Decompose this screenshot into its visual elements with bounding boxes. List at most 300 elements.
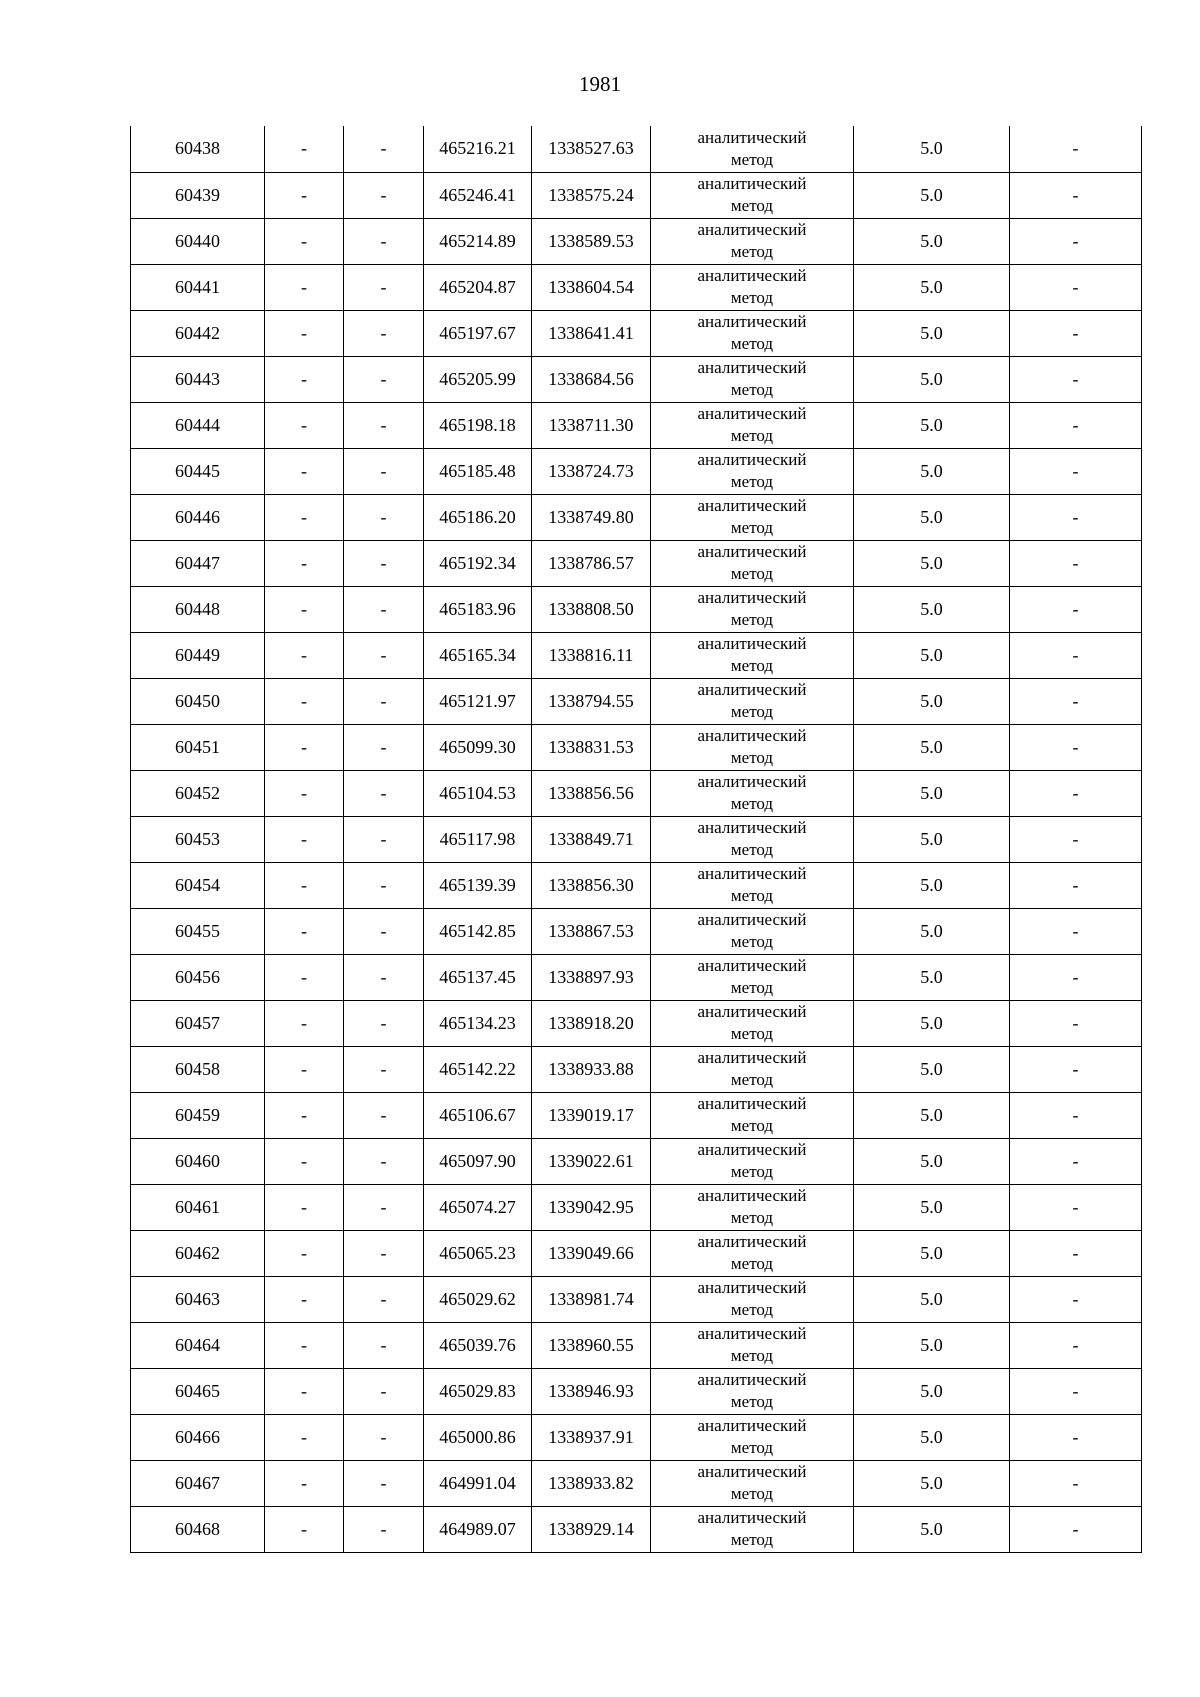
point-number-cell: 60439: [131, 172, 265, 218]
point-number-cell: 60462: [131, 1230, 265, 1276]
dash-cell: -: [265, 1506, 344, 1552]
y-coordinate-cell: 1339049.66: [532, 1230, 651, 1276]
y-coordinate-cell: 1338981.74: [532, 1276, 651, 1322]
y-coordinate-cell: 1338724.73: [532, 448, 651, 494]
method-cell: [651, 402, 854, 448]
table-row: [131, 494, 1142, 540]
accuracy-value-cell: 5.0: [854, 310, 1010, 356]
accuracy-value-cell: 5.0: [854, 816, 1010, 862]
accuracy-value-cell: 5.0: [854, 724, 1010, 770]
dash-cell: -: [265, 632, 344, 678]
method-line-2: метод: [730, 149, 774, 169]
dash-cell: -: [1010, 724, 1142, 770]
accuracy-value-cell: 5.0: [854, 1460, 1010, 1506]
dash-cell: -: [344, 908, 424, 954]
method-line-2: метод: [730, 1254, 774, 1273]
dash-cell: -: [265, 770, 344, 816]
accuracy-value-cell: 5.0: [854, 770, 1010, 816]
dash-cell: -: [1010, 126, 1142, 172]
method-line-2: метод: [730, 564, 774, 583]
accuracy-value-cell: 5.0: [854, 1046, 1010, 1092]
method-line-2: метод: [730, 748, 774, 767]
point-number-cell: 60443: [131, 356, 265, 402]
table-row: [131, 310, 1142, 356]
x-coordinate-cell: 465198.18: [424, 402, 532, 448]
y-coordinate-cell: 1338849.71: [532, 816, 651, 862]
method-cell: [651, 1460, 854, 1506]
table-row: [131, 448, 1142, 494]
page-number: 1981: [579, 72, 621, 96]
y-coordinate-cell: 1338933.82: [532, 1460, 651, 1506]
accuracy-value-cell: 5.0: [854, 586, 1010, 632]
method-line-1: аналитический: [697, 680, 807, 699]
x-coordinate-cell: 465029.62: [424, 1276, 532, 1322]
y-coordinate-cell: 1338786.57: [532, 540, 651, 586]
dash-cell: -: [265, 1184, 344, 1230]
dash-cell: -: [344, 172, 424, 218]
table-row: [131, 1046, 1142, 1092]
x-coordinate-cell: 465134.23: [424, 1000, 532, 1046]
dash-cell: -: [1010, 540, 1142, 586]
method-line-1: аналитический: [697, 542, 807, 561]
dash-cell: -: [1010, 218, 1142, 264]
dash-cell: -: [265, 540, 344, 586]
x-coordinate-cell: 465192.34: [424, 540, 532, 586]
y-coordinate-cell: 1338897.93: [532, 954, 651, 1000]
point-number-cell: 60467: [131, 1460, 265, 1506]
method-line-1: аналитический: [697, 220, 807, 239]
method-cell: [651, 218, 854, 264]
table-row: [131, 172, 1142, 218]
point-number-cell: 60438: [131, 126, 265, 172]
dash-cell: -: [344, 816, 424, 862]
point-number-cell: 60453: [131, 816, 265, 862]
method-cell: [651, 954, 854, 1000]
table-row: [131, 1138, 1142, 1184]
method-line-1: аналитический: [697, 1416, 807, 1435]
dash-cell: -: [1010, 862, 1142, 908]
dash-cell: -: [344, 218, 424, 264]
method-cell: [651, 678, 854, 724]
accuracy-value-cell: 5.0: [854, 126, 1010, 172]
point-number-cell: 60452: [131, 770, 265, 816]
method-line-2: метод: [730, 1438, 774, 1457]
x-coordinate-cell: 465029.83: [424, 1368, 532, 1414]
dash-cell: -: [1010, 1460, 1142, 1506]
table-row: [131, 862, 1142, 908]
dash-cell: -: [344, 1506, 424, 1552]
method-line-2: метод: [730, 794, 774, 813]
table-row: [131, 586, 1142, 632]
dash-cell: -: [1010, 356, 1142, 402]
method-cell: [651, 1000, 854, 1046]
y-coordinate-cell: 1338946.93: [532, 1368, 651, 1414]
method-line-2: метод: [730, 1208, 774, 1227]
method-line-1: аналитический: [697, 634, 807, 653]
method-cell: [651, 172, 854, 218]
dash-cell: -: [265, 1322, 344, 1368]
dash-cell: -: [344, 1000, 424, 1046]
method-line-1: аналитический: [697, 1232, 807, 1251]
method-line-1: аналитический: [697, 1508, 807, 1527]
method-line-2: метод: [730, 242, 774, 261]
point-number-cell: 60463: [131, 1276, 265, 1322]
y-coordinate-cell: 1338641.41: [532, 310, 651, 356]
x-coordinate-cell: 465099.30: [424, 724, 532, 770]
dash-cell: -: [265, 218, 344, 264]
x-coordinate-cell: 465165.34: [424, 632, 532, 678]
point-number-cell: 60455: [131, 908, 265, 954]
method-cell: [651, 1368, 854, 1414]
point-number-cell: 60449: [131, 632, 265, 678]
accuracy-value-cell: 5.0: [854, 1138, 1010, 1184]
method-line-1: аналитический: [697, 1048, 807, 1067]
method-line-2: метод: [730, 840, 774, 859]
accuracy-value-cell: 5.0: [854, 1368, 1010, 1414]
method-cell: [651, 1506, 854, 1552]
method-cell: [651, 632, 854, 678]
dash-cell: -: [265, 356, 344, 402]
accuracy-value-cell: 5.0: [854, 540, 1010, 586]
coordinates-table: [130, 126, 1142, 1553]
dash-cell: -: [265, 1046, 344, 1092]
dash-cell: -: [1010, 310, 1142, 356]
accuracy-value-cell: 5.0: [854, 448, 1010, 494]
method-cell: [651, 1322, 854, 1368]
dash-cell: -: [1010, 1230, 1142, 1276]
method-line-1: аналитический: [697, 404, 807, 423]
method-cell: [651, 1138, 854, 1184]
method-cell: [651, 908, 854, 954]
table-row: [131, 1368, 1142, 1414]
x-coordinate-cell: 465121.97: [424, 678, 532, 724]
y-coordinate-cell: 1338575.24: [532, 172, 651, 218]
dash-cell: -: [1010, 908, 1142, 954]
dash-cell: -: [265, 494, 344, 540]
dash-cell: -: [265, 586, 344, 632]
y-coordinate-cell: 1339042.95: [532, 1184, 651, 1230]
accuracy-value-cell: 5.0: [854, 954, 1010, 1000]
dash-cell: -: [265, 954, 344, 1000]
dash-cell: -: [344, 356, 424, 402]
dash-cell: -: [265, 1276, 344, 1322]
point-number-cell: 60446: [131, 494, 265, 540]
method-cell: [651, 724, 854, 770]
dash-cell: -: [1010, 1000, 1142, 1046]
y-coordinate-cell: 1339022.61: [532, 1138, 651, 1184]
dash-cell: -: [344, 126, 424, 172]
table-row: [131, 1322, 1142, 1368]
method-cell: [651, 1276, 854, 1322]
point-number-cell: 60441: [131, 264, 265, 310]
x-coordinate-cell: 465185.48: [424, 448, 532, 494]
method-line-2: метод: [730, 196, 774, 215]
y-coordinate-cell: 1338937.91: [532, 1414, 651, 1460]
dash-cell: -: [344, 632, 424, 678]
dash-cell: -: [344, 494, 424, 540]
accuracy-value-cell: 5.0: [854, 1506, 1010, 1552]
y-coordinate-cell: 1338749.80: [532, 494, 651, 540]
point-number-cell: 60440: [131, 218, 265, 264]
y-coordinate-cell: 1338808.50: [532, 586, 651, 632]
x-coordinate-cell: 464991.04: [424, 1460, 532, 1506]
table-row: [131, 264, 1142, 310]
dash-cell: -: [265, 678, 344, 724]
dash-cell: -: [265, 724, 344, 770]
x-coordinate-cell: 465074.27: [424, 1184, 532, 1230]
dash-cell: -: [1010, 1276, 1142, 1322]
dash-cell: -: [344, 1322, 424, 1368]
y-coordinate-cell: 1339019.17: [532, 1092, 651, 1138]
x-coordinate-cell: 465186.20: [424, 494, 532, 540]
method-line-1: аналитический: [697, 496, 807, 515]
method-line-2: метод: [730, 426, 774, 445]
dash-cell: -: [1010, 1046, 1142, 1092]
dash-cell: -: [344, 264, 424, 310]
method-cell: [651, 494, 854, 540]
method-line-2: метод: [730, 1024, 774, 1043]
point-number-cell: 60448: [131, 586, 265, 632]
table-row: [131, 1184, 1142, 1230]
point-number-cell: 60460: [131, 1138, 265, 1184]
point-number-cell: 60450: [131, 678, 265, 724]
dash-cell: -: [344, 586, 424, 632]
x-coordinate-cell: 465216.21: [424, 126, 532, 172]
dash-cell: -: [1010, 1092, 1142, 1138]
point-number-cell: 60445: [131, 448, 265, 494]
x-coordinate-cell: 465204.87: [424, 264, 532, 310]
method-line-2: метод: [730, 1070, 774, 1089]
y-coordinate-cell: 1338794.55: [532, 678, 651, 724]
coordinates-table-body: [131, 126, 1142, 1552]
method-line-1: аналитический: [697, 358, 807, 377]
dash-cell: -: [344, 1230, 424, 1276]
accuracy-value-cell: 5.0: [854, 356, 1010, 402]
y-coordinate-cell: 1338711.30: [532, 402, 651, 448]
method-line-1: аналитический: [697, 312, 807, 331]
dash-cell: -: [265, 172, 344, 218]
table-row: [131, 1460, 1142, 1506]
accuracy-value-cell: 5.0: [854, 1414, 1010, 1460]
y-coordinate-cell: 1338589.53: [532, 218, 651, 264]
y-coordinate-cell: 1338867.53: [532, 908, 651, 954]
method-cell: [651, 1184, 854, 1230]
table-row: [131, 218, 1142, 264]
dash-cell: -: [344, 678, 424, 724]
dash-cell: -: [344, 1046, 424, 1092]
dash-cell: -: [265, 908, 344, 954]
x-coordinate-cell: 465142.22: [424, 1046, 532, 1092]
dash-cell: -: [344, 402, 424, 448]
x-coordinate-cell: 465197.67: [424, 310, 532, 356]
table-row: [131, 356, 1142, 402]
y-coordinate-cell: 1338918.20: [532, 1000, 651, 1046]
dash-cell: -: [265, 1414, 344, 1460]
table-row: [131, 724, 1142, 770]
dash-cell: -: [1010, 954, 1142, 1000]
method-line-2: метод: [730, 518, 774, 537]
method-line-1: аналитический: [697, 1140, 807, 1159]
table-row: [131, 1092, 1142, 1138]
x-coordinate-cell: 465214.89: [424, 218, 532, 264]
method-line-2: метод: [730, 380, 774, 399]
table-row: [131, 1230, 1142, 1276]
x-coordinate-cell: 465183.96: [424, 586, 532, 632]
dash-cell: -: [1010, 586, 1142, 632]
dash-cell: -: [265, 264, 344, 310]
x-coordinate-cell: 465117.98: [424, 816, 532, 862]
x-coordinate-cell: 465106.67: [424, 1092, 532, 1138]
method-line-1: аналитический: [697, 1462, 807, 1481]
point-number-cell: 60447: [131, 540, 265, 586]
method-line-1: аналитический: [697, 818, 807, 837]
dash-cell: -: [265, 448, 344, 494]
method-cell: [651, 1046, 854, 1092]
point-number-cell: 60444: [131, 402, 265, 448]
dash-cell: -: [265, 310, 344, 356]
method-cell: [651, 770, 854, 816]
point-number-cell: 60458: [131, 1046, 265, 1092]
x-coordinate-cell: 465039.76: [424, 1322, 532, 1368]
method-line-1: аналитический: [697, 1002, 807, 1021]
method-cell: [651, 1092, 854, 1138]
dash-cell: -: [265, 402, 344, 448]
dash-cell: -: [344, 448, 424, 494]
dash-cell: -: [344, 1368, 424, 1414]
dash-cell: -: [265, 862, 344, 908]
method-line-2: метод: [730, 1530, 774, 1549]
dash-cell: -: [1010, 172, 1142, 218]
method-line-1: аналитический: [697, 127, 807, 147]
y-coordinate-cell: 1338929.14: [532, 1506, 651, 1552]
point-number-cell: 60464: [131, 1322, 265, 1368]
dash-cell: -: [344, 770, 424, 816]
accuracy-value-cell: 5.0: [854, 862, 1010, 908]
method-line-1: аналитический: [697, 910, 807, 929]
method-cell: [651, 1230, 854, 1276]
method-cell: [651, 126, 854, 172]
dash-cell: -: [344, 1460, 424, 1506]
dash-cell: -: [1010, 1368, 1142, 1414]
point-number-cell: 60465: [131, 1368, 265, 1414]
table-row: [131, 632, 1142, 678]
dash-cell: -: [1010, 1138, 1142, 1184]
method-cell: [651, 310, 854, 356]
accuracy-value-cell: 5.0: [854, 172, 1010, 218]
accuracy-value-cell: 5.0: [854, 402, 1010, 448]
method-line-1: аналитический: [697, 956, 807, 975]
accuracy-value-cell: 5.0: [854, 494, 1010, 540]
x-coordinate-cell: 465065.23: [424, 1230, 532, 1276]
method-line-1: аналитический: [697, 772, 807, 791]
method-line-1: аналитический: [697, 864, 807, 883]
x-coordinate-cell: 465139.39: [424, 862, 532, 908]
point-number-cell: 60457: [131, 1000, 265, 1046]
accuracy-value-cell: 5.0: [854, 1092, 1010, 1138]
method-cell: [651, 540, 854, 586]
method-line-2: метод: [730, 1162, 774, 1181]
y-coordinate-cell: 1338604.54: [532, 264, 651, 310]
dash-cell: -: [1010, 678, 1142, 724]
accuracy-value-cell: 5.0: [854, 632, 1010, 678]
table-row: [131, 908, 1142, 954]
dash-cell: -: [265, 1460, 344, 1506]
method-cell: [651, 1414, 854, 1460]
dash-cell: -: [344, 1092, 424, 1138]
accuracy-value-cell: 5.0: [854, 908, 1010, 954]
dash-cell: -: [1010, 1506, 1142, 1552]
accuracy-value-cell: 5.0: [854, 264, 1010, 310]
accuracy-value-cell: 5.0: [854, 1000, 1010, 1046]
table-row: [131, 402, 1142, 448]
x-coordinate-cell: 464989.07: [424, 1506, 532, 1552]
dash-cell: -: [344, 1184, 424, 1230]
y-coordinate-cell: 1338856.30: [532, 862, 651, 908]
method-line-2: метод: [730, 1346, 774, 1365]
method-cell: [651, 586, 854, 632]
dash-cell: -: [344, 954, 424, 1000]
method-line-2: метод: [730, 472, 774, 491]
dash-cell: -: [1010, 402, 1142, 448]
point-number-cell: 60468: [131, 1506, 265, 1552]
method-line-2: метод: [730, 978, 774, 997]
dash-cell: -: [1010, 1414, 1142, 1460]
dash-cell: -: [265, 1092, 344, 1138]
method-line-2: метод: [730, 1392, 774, 1411]
x-coordinate-cell: 465097.90: [424, 1138, 532, 1184]
accuracy-value-cell: 5.0: [854, 1276, 1010, 1322]
table-row: [131, 770, 1142, 816]
y-coordinate-cell: 1338960.55: [532, 1322, 651, 1368]
method-line-2: метод: [730, 1484, 774, 1503]
accuracy-value-cell: 5.0: [854, 1184, 1010, 1230]
point-number-cell: 60461: [131, 1184, 265, 1230]
x-coordinate-cell: 465137.45: [424, 954, 532, 1000]
dash-cell: -: [1010, 494, 1142, 540]
dash-cell: -: [344, 1414, 424, 1460]
point-number-cell: 60459: [131, 1092, 265, 1138]
method-cell: [651, 356, 854, 402]
dash-cell: -: [1010, 1322, 1142, 1368]
dash-cell: -: [1010, 770, 1142, 816]
method-line-1: аналитический: [697, 1370, 807, 1389]
method-line-2: метод: [730, 610, 774, 629]
method-cell: [651, 448, 854, 494]
method-line-1: аналитический: [697, 1186, 807, 1205]
method-line-2: метод: [730, 656, 774, 675]
table-row: [131, 126, 1142, 172]
table-row: [131, 540, 1142, 586]
method-line-2: метод: [730, 288, 774, 307]
dash-cell: -: [344, 1138, 424, 1184]
method-line-1: аналитический: [697, 1278, 807, 1297]
dash-cell: -: [265, 1230, 344, 1276]
method-line-1: аналитический: [697, 1094, 807, 1113]
y-coordinate-cell: 1338684.56: [532, 356, 651, 402]
table-row: [131, 1276, 1142, 1322]
dash-cell: -: [344, 540, 424, 586]
dash-cell: -: [344, 1276, 424, 1322]
x-coordinate-cell: 465104.53: [424, 770, 532, 816]
method-line-2: метод: [730, 886, 774, 905]
method-cell: [651, 264, 854, 310]
table-row: [131, 816, 1142, 862]
accuracy-value-cell: 5.0: [854, 218, 1010, 264]
x-coordinate-cell: 465000.86: [424, 1414, 532, 1460]
dash-cell: -: [265, 816, 344, 862]
method-line-1: аналитический: [697, 266, 807, 285]
dash-cell: -: [1010, 448, 1142, 494]
